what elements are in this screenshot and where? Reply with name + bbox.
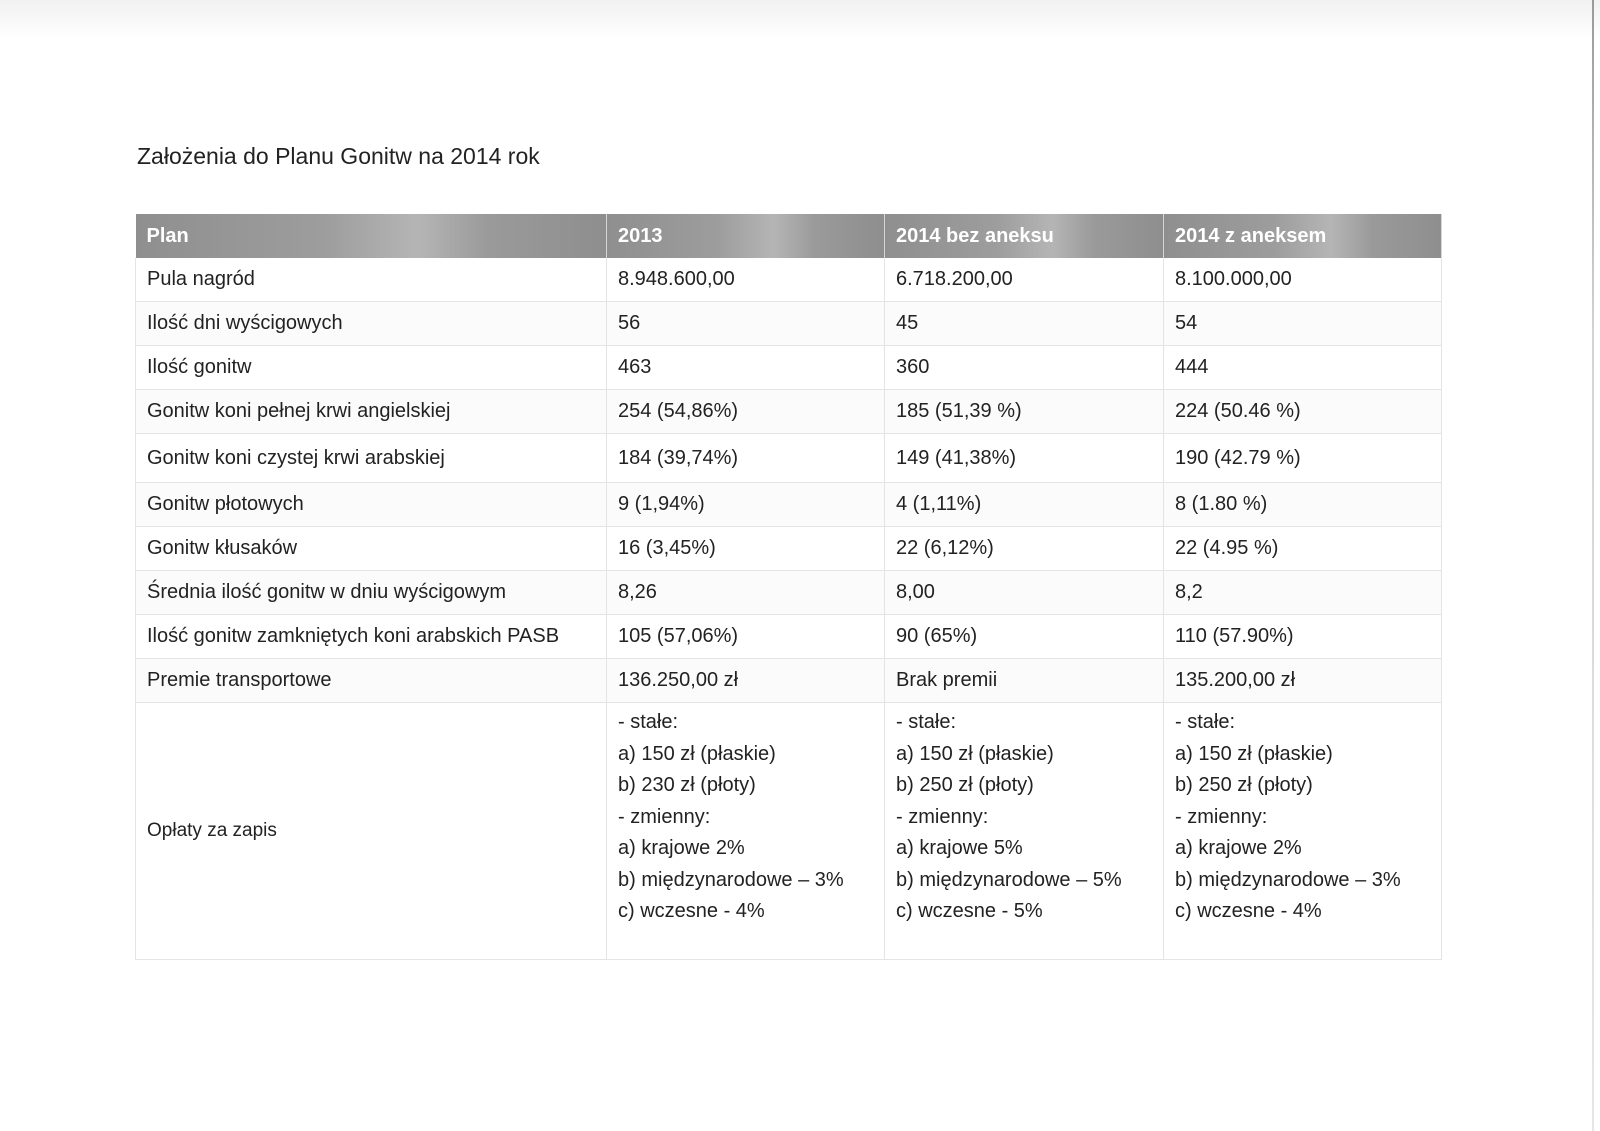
row-label: Gonitw płotowych — [136, 483, 607, 527]
cell-value: 105 (57,06%) — [607, 615, 885, 659]
cell-value: 9 (1,94%) — [607, 483, 885, 527]
cell-value: 8.100.000,00 — [1164, 258, 1442, 302]
cell-value: 184 (39,74%) — [607, 434, 885, 483]
table-row — [136, 615, 1442, 659]
table-row — [136, 434, 1442, 483]
header-2014-bez-aneksu: 2014 bez aneksu — [885, 214, 1164, 258]
cell-value: 360 — [885, 346, 1164, 390]
scan-page-edge — [1592, 0, 1594, 1131]
row-label: Gonitw koni czystej krwi arabskiej — [136, 434, 607, 483]
table-row — [136, 527, 1442, 571]
cell-value: 135.200,00 zł — [1164, 659, 1442, 703]
cell-value: 149 (41,38%) — [885, 434, 1164, 483]
cell-value: 6.718.200,00 — [885, 258, 1164, 302]
table-row — [136, 390, 1442, 434]
cell-value: 8,2 — [1164, 571, 1442, 615]
row-label: Średnia ilość gonitw w dniu wyścigowym — [136, 571, 607, 615]
cell-value: 8 (1.80 %) — [1164, 483, 1442, 527]
cell-value: 190 (42.79 %) — [1164, 434, 1442, 483]
header-2014-z-aneksem: 2014 z aneksem — [1164, 214, 1442, 258]
cell-value: 110 (57.90%) — [1164, 615, 1442, 659]
fee-cell-2014-bez-aneksu — [885, 703, 1164, 960]
table-row — [136, 346, 1442, 390]
cell-value: 56 — [607, 302, 885, 346]
table-row-fees — [136, 703, 1442, 960]
document-title: Założenia do Planu Gonitw na 2014 rok — [137, 143, 540, 169]
fee-line: - zmienny: — [1175, 805, 1268, 828]
table-row — [136, 659, 1442, 703]
fee-line: a) 150 zł (płaskie) — [896, 742, 1054, 765]
cell-value: 54 — [1164, 302, 1442, 346]
cell-value: 136.250,00 zł — [607, 659, 885, 703]
table-row — [136, 258, 1442, 302]
cell-value: 22 (4.95 %) — [1164, 527, 1442, 571]
cell-value: 463 — [607, 346, 885, 390]
plan-table — [135, 214, 1442, 960]
fee-line: a) krajowe 2% — [618, 837, 745, 859]
cell-value: 22 (6,12%) — [885, 527, 1164, 571]
fee-line: - zmienny: — [896, 805, 989, 828]
header-plan: Plan — [136, 214, 607, 258]
fee-cell-2014-z-aneksem — [1164, 703, 1442, 960]
fee-line: a) 150 zł (płaskie) — [618, 742, 776, 765]
row-label: Opłaty za zapis — [136, 703, 607, 960]
fee-line: b) międzynarodowe – 5% — [896, 868, 1122, 891]
fee-line: - stałe: — [618, 711, 679, 733]
cell-value: 4 (1,11%) — [885, 483, 1164, 527]
cell-value: 8,00 — [885, 571, 1164, 615]
fee-line: - stałe: — [1175, 711, 1236, 733]
cell-value: 16 (3,45%) — [607, 527, 885, 571]
fee-line: b) 250 zł (płoty) — [1175, 774, 1313, 796]
cell-value: Brak premii — [885, 659, 1164, 703]
cell-value: 254 (54,86%) — [607, 390, 885, 434]
fee-line: c) wczesne - 4% — [1175, 900, 1322, 922]
table-header-row — [136, 214, 1442, 258]
fee-line: - zmienny: — [618, 805, 711, 828]
table-row — [136, 571, 1442, 615]
fee-line: b) międzynarodowe – 3% — [618, 868, 844, 891]
fee-line: a) 150 zł (płaskie) — [1175, 742, 1333, 765]
header-2013: 2013 — [607, 214, 885, 258]
row-label: Gonitw kłusaków — [136, 527, 607, 571]
fee-line: a) krajowe 2% — [1175, 837, 1302, 859]
row-label: Ilość gonitw zamkniętych koni arabskich PASB — [136, 615, 607, 659]
table-row — [136, 483, 1442, 527]
fee-line: b) 230 zł (płoty) — [618, 774, 756, 796]
row-label: Premie transportowe — [136, 659, 607, 703]
cell-value: 45 — [885, 302, 1164, 346]
cell-value: 185 (51,39 %) — [885, 390, 1164, 434]
cell-value: 8,26 — [607, 571, 885, 615]
cell-value: 8.948.600,00 — [607, 258, 885, 302]
fee-line: c) wczesne - 4% — [618, 900, 765, 922]
fee-cell-2013 — [607, 703, 885, 960]
table-row — [136, 302, 1442, 346]
fee-line: b) międzynarodowe – 3% — [1175, 868, 1401, 891]
row-label: Ilość gonitw — [136, 346, 607, 390]
row-label: Pula nagród — [136, 258, 607, 302]
fee-line: a) krajowe 5% — [896, 837, 1023, 859]
scan-shadow — [0, 0, 1600, 40]
row-label: Ilość dni wyścigowych — [136, 302, 607, 346]
fee-line: c) wczesne - 5% — [896, 900, 1043, 922]
fee-line: b) 250 zł (płoty) — [896, 774, 1034, 796]
fee-line: - stałe: — [896, 711, 957, 733]
cell-value: 90 (65%) — [885, 615, 1164, 659]
cell-value: 444 — [1164, 346, 1442, 390]
row-label: Gonitw koni pełnej krwi angielskiej — [136, 390, 607, 434]
cell-value: 224 (50.46 %) — [1164, 390, 1442, 434]
